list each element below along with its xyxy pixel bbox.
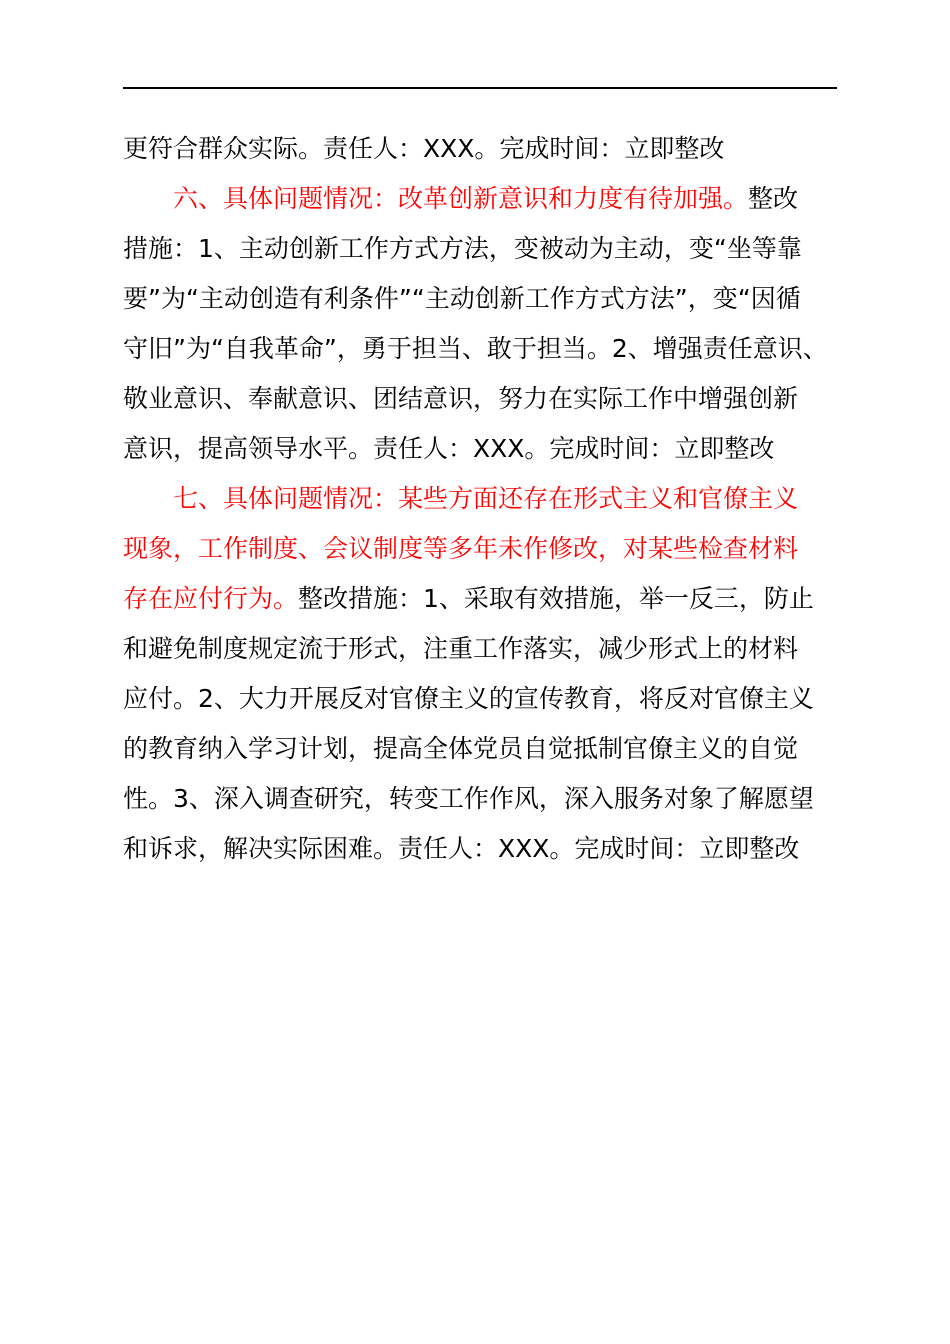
paragraph-seven-start bbox=[123, 474, 841, 524]
heading-segment: 七、具体问题情况：某些方面还存在形式主义和官僚主义 bbox=[173, 484, 799, 513]
text-segment: 要”为“主动创造有利条件”“主动创新工作方式方法”，变“因循 bbox=[123, 284, 801, 313]
text-line bbox=[123, 274, 841, 324]
text-line bbox=[123, 124, 841, 174]
heading-segment: 存在应付行为。 bbox=[123, 584, 299, 613]
heading-segment: 现象，工作制度、会议制度等多年未作修改，对某些检查材料 bbox=[123, 534, 799, 563]
paragraph-six-start bbox=[123, 174, 841, 224]
text-line bbox=[123, 424, 841, 474]
text-segment: 整改 bbox=[748, 184, 799, 213]
text-line bbox=[123, 624, 841, 674]
text-segment: 守旧”为“自我革命”，勇于担当、敢于担当。2、增强责任意识、 bbox=[123, 334, 828, 363]
heading-segment: 六、具体问题情况：改革创新意识和力度有待加强。 bbox=[173, 184, 749, 213]
text-line bbox=[123, 674, 841, 724]
text-line bbox=[123, 724, 841, 774]
text-segment: 和避免制度规定流于形式，注重工作落实，减少形式上的材料 bbox=[123, 634, 799, 663]
document-body bbox=[123, 124, 841, 874]
header-rule bbox=[123, 87, 837, 89]
text-line bbox=[123, 774, 841, 824]
text-segment: 更符合群众实际。责任人：XXX。完成时间：立即整改 bbox=[123, 134, 725, 163]
text-line bbox=[123, 824, 841, 874]
text-line bbox=[123, 374, 841, 424]
text-segment: 措施：1、主动创新工作方式方法，变被动为主动，变“坐等靠 bbox=[123, 234, 802, 263]
text-segment: 应付。2、大力开展反对官僚主义的宣传教育，将反对官僚主义 bbox=[123, 684, 814, 713]
text-segment: 性。3、深入调查研究，转变工作作风，深入服务对象了解愿望 bbox=[123, 784, 814, 813]
text-line bbox=[123, 224, 841, 274]
text-segment: 整改措施：1、采取有效措施，举一反三，防止 bbox=[298, 584, 814, 613]
text-line bbox=[123, 524, 841, 574]
text-segment: 和诉求，解决实际困难。责任人：XXX。完成时间：立即整改 bbox=[123, 834, 800, 863]
text-line bbox=[123, 574, 841, 624]
text-segment: 敬业意识、奉献意识、团结意识，努力在实际工作中增强创新 bbox=[123, 384, 799, 413]
text-line bbox=[123, 324, 841, 374]
text-segment: 的教育纳入学习计划，提高全体党员自觉抵制官僚主义的自觉 bbox=[123, 734, 799, 763]
text-segment: 意识，提高领导水平。责任人：XXX。完成时间：立即整改 bbox=[123, 434, 775, 463]
